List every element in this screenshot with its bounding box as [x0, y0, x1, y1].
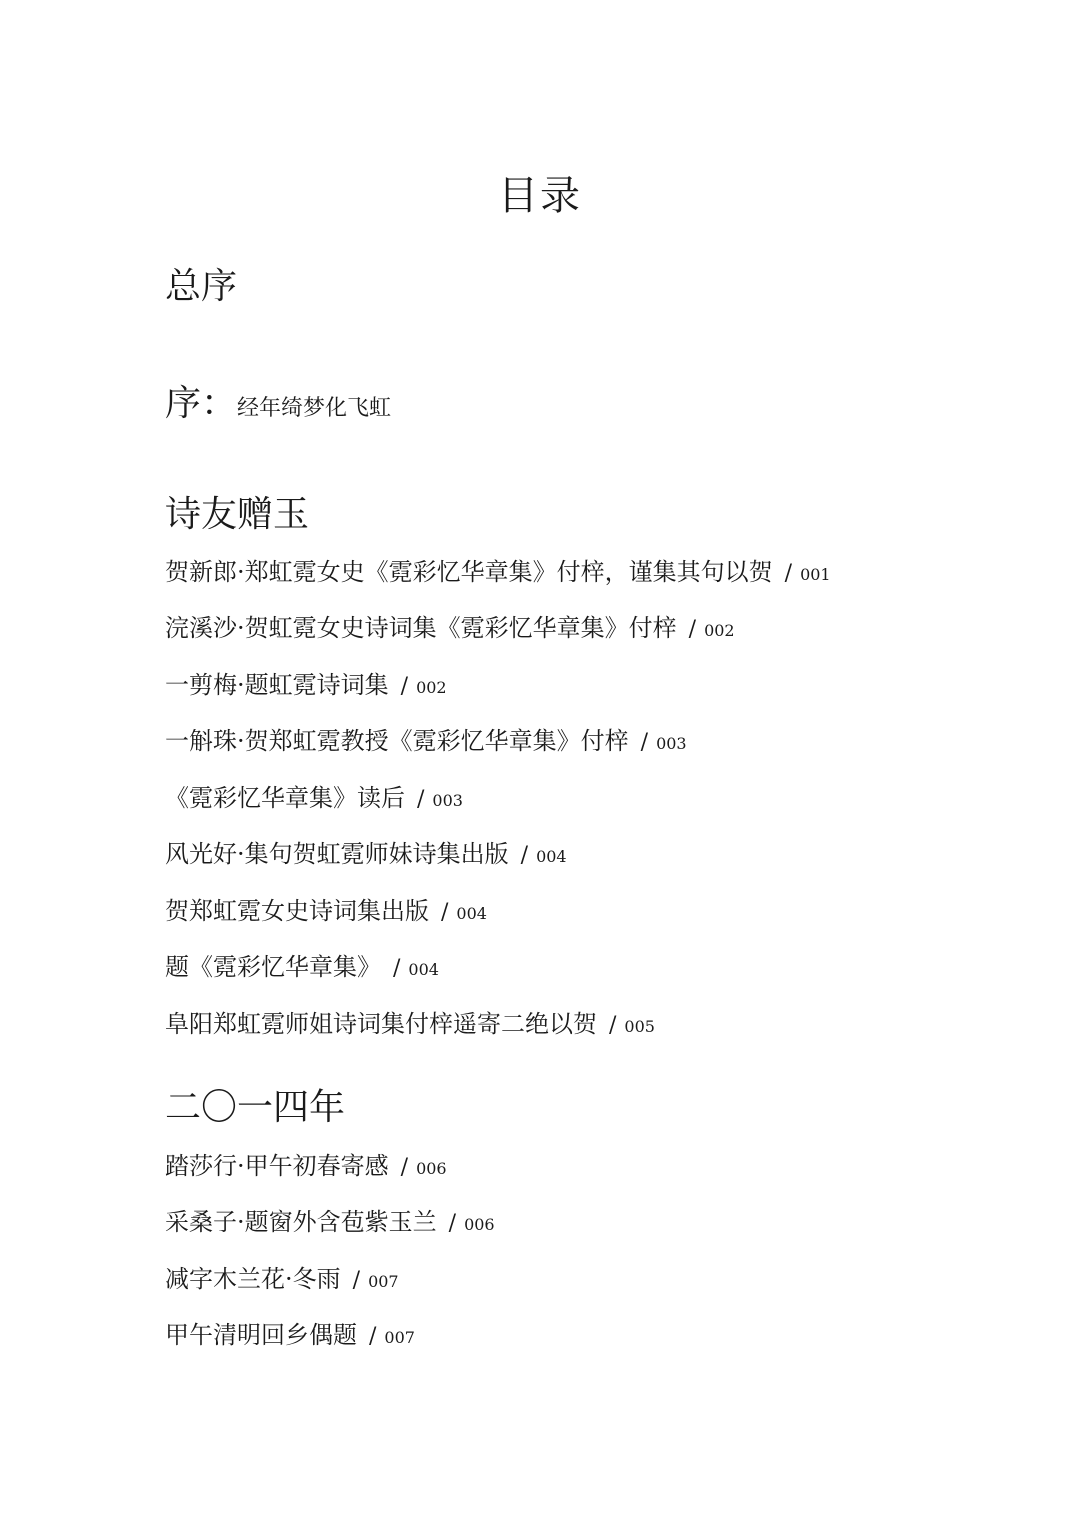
- entry-title: 《霓彩忆华章集》读后: [165, 784, 405, 812]
- entry-separator: /: [393, 956, 401, 981]
- toc-entry: [165, 1318, 415, 1355]
- entry-title: 阜阳郑虹霓师姐诗词集付梓遥寄二绝以贺: [165, 1010, 597, 1038]
- entry-separator: /: [369, 1324, 377, 1349]
- toc-entry: [165, 781, 463, 818]
- entry-page: 007: [368, 1272, 399, 1291]
- toc-entry: [165, 1007, 655, 1044]
- entry-separator: /: [400, 674, 409, 699]
- toc-entry: [165, 724, 687, 761]
- entry-title: 踏莎行·甲午初春寄感: [165, 1152, 389, 1180]
- toc-entry: [165, 611, 735, 648]
- entry-separator: /: [688, 617, 697, 642]
- entry-separator: /: [784, 561, 793, 586]
- entry-title: 采桑子·题窗外含苞紫玉兰: [165, 1208, 437, 1236]
- entry-title: 一剪梅·题虹霓诗词集: [165, 671, 389, 699]
- entry-page: 003: [656, 734, 687, 753]
- toc-entry: [165, 555, 831, 592]
- preface-label: 序：: [165, 383, 238, 424]
- entry-title: 浣溪沙·贺虹霓女史诗词集《霓彩忆华章集》付梓: [165, 614, 677, 642]
- section-heading: 诗友赠玉: [165, 494, 310, 535]
- entry-page: 006: [464, 1215, 495, 1234]
- entry-page: 004: [456, 904, 487, 923]
- entry-separator: /: [352, 1268, 361, 1293]
- entry-title: 一斛珠·贺郑虹霓教授《霓彩忆华章集》付梓: [165, 727, 629, 755]
- entry-page: 002: [416, 678, 447, 697]
- entry-separator: /: [417, 787, 425, 812]
- entry-separator: /: [448, 1211, 457, 1236]
- toc-entry: [165, 950, 439, 987]
- entry-separator: /: [400, 1155, 409, 1180]
- entry-page: 001: [800, 565, 831, 584]
- toc-entry: [165, 894, 487, 931]
- entry-title: 风光好·集句贺虹霓师妹诗集出版: [165, 840, 509, 868]
- toc-entry: [165, 668, 447, 705]
- entry-title: 贺新郎·郑虹霓女史《霓彩忆华章集》付梓，谨集其句以贺: [165, 558, 773, 586]
- preface-text: 经年绮梦化飞虹: [237, 396, 392, 421]
- entry-title: 题《霓彩忆华章集》: [165, 953, 381, 981]
- entry-separator: /: [441, 900, 449, 925]
- entry-page: 003: [432, 791, 463, 810]
- toc-entry: [165, 837, 567, 874]
- entry-separator: /: [609, 1013, 617, 1038]
- preface-entry: [165, 382, 391, 432]
- entry-page: 005: [624, 1017, 655, 1036]
- entry-page: 004: [536, 847, 567, 866]
- entry-separator: /: [520, 843, 529, 868]
- entry-page: 004: [408, 960, 439, 979]
- general-preface-heading: 总序: [165, 266, 238, 307]
- entry-separator: /: [640, 730, 649, 755]
- toc-entry: [165, 1205, 495, 1242]
- entry-title: 减字木兰花·冬雨: [165, 1265, 341, 1293]
- page-title: 目录: [498, 173, 582, 219]
- entry-page: 002: [704, 621, 735, 640]
- entry-title: 贺郑虹霓女史诗词集出版: [165, 897, 429, 925]
- entry-title: 甲午清明回乡偶题: [165, 1321, 357, 1349]
- entry-page: 007: [384, 1328, 415, 1347]
- toc-entry: [165, 1262, 399, 1299]
- entry-page: 006: [416, 1159, 447, 1178]
- toc-entry: [165, 1149, 447, 1186]
- section-heading: 二〇一四年: [165, 1087, 346, 1128]
